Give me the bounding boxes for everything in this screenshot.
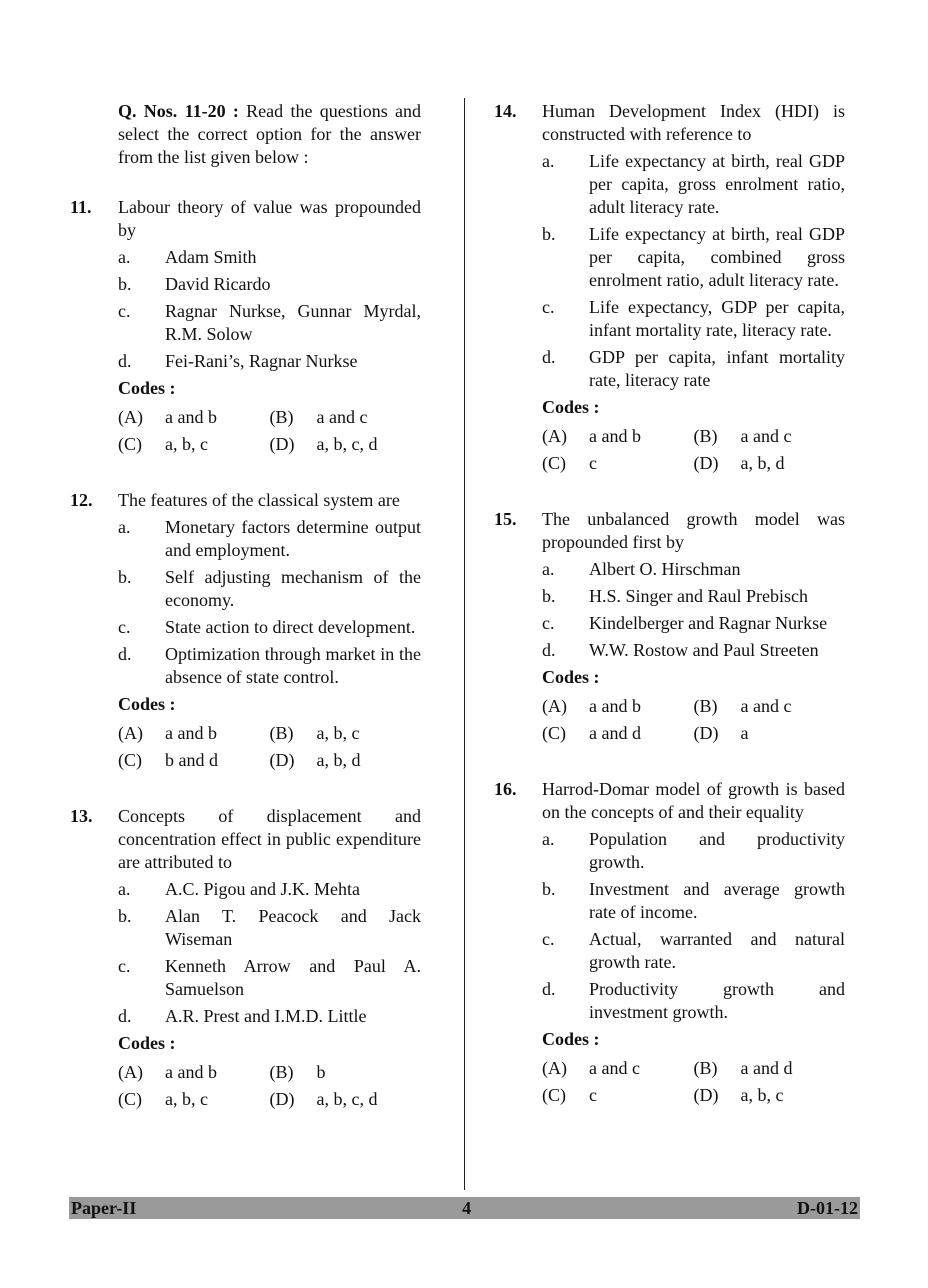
- option-text: Self adjusting mechanism of the economy.: [165, 567, 421, 610]
- codes-grid: [118, 1059, 421, 1113]
- code-choice: [694, 695, 846, 718]
- question: [70, 489, 421, 774]
- question: [494, 508, 845, 747]
- option-text: GDP per capita, infant mortality rate, literacy rate: [589, 347, 845, 390]
- code-label: (D): [693, 723, 719, 743]
- question: [70, 805, 421, 1113]
- code-label: (A): [542, 1058, 567, 1078]
- code-label: (A): [542, 696, 567, 716]
- codes-row: [118, 720, 421, 747]
- option-text: State action to direct development.: [165, 617, 416, 637]
- answer-option: [542, 828, 845, 874]
- option-label: b.: [118, 274, 132, 294]
- code-choice: [542, 1084, 694, 1107]
- answer-option: [118, 643, 421, 689]
- codes-heading: Codes :: [118, 694, 176, 714]
- code-text: a and b: [165, 1062, 217, 1082]
- codes-heading: Codes :: [542, 397, 600, 417]
- option-label: b.: [542, 879, 556, 899]
- option-text: Investment and average growth rate of income.: [589, 879, 845, 922]
- question-text: Harrod-Domar model of growth is based on the concepts of and their equality: [542, 779, 845, 822]
- codes-row: [118, 747, 421, 774]
- code-choice: [542, 722, 694, 745]
- code-text: a, b, d: [316, 750, 361, 770]
- option-text: Fei-Rani’s, Ragnar Nurkse: [165, 351, 358, 371]
- option-label: c.: [118, 301, 131, 321]
- code-label: (A): [118, 723, 143, 743]
- instructions-range: Q. Nos. 11-20 :: [118, 101, 239, 121]
- code-choice: [118, 1061, 270, 1084]
- code-label: (D): [269, 1089, 295, 1109]
- codes-grid: [542, 693, 845, 747]
- code-label: (C): [542, 453, 566, 473]
- code-label: (C): [118, 1089, 142, 1109]
- codes-row: [118, 404, 421, 431]
- codes-row: [118, 1086, 421, 1113]
- question-number: 12.: [70, 490, 93, 510]
- answer-option: [542, 878, 845, 924]
- option-text: Life expectancy, GDP per capita, infant mortality rate, literacy rate.: [589, 297, 845, 340]
- code-text: a, b, c: [165, 1089, 208, 1109]
- answer-option: [542, 346, 845, 392]
- option-label: d.: [118, 644, 132, 664]
- option-label: a.: [542, 829, 555, 849]
- answer-option: [542, 223, 845, 292]
- code-text: a, b, c: [316, 723, 360, 743]
- option-label: b.: [118, 567, 132, 587]
- option-label: c.: [542, 613, 555, 633]
- code-text: a and b: [589, 426, 641, 446]
- option-text: Optimization through market in the absence of state control.: [165, 644, 421, 687]
- code-label: (B): [269, 1062, 294, 1082]
- codes-row: [542, 450, 845, 477]
- answer-option: [118, 246, 421, 269]
- question-text: The unbalanced growth model was propounded first by: [542, 509, 845, 552]
- codes-heading: Codes :: [118, 378, 176, 398]
- answer-option: [542, 558, 845, 581]
- code-text: a and d: [740, 1058, 793, 1078]
- code-choice: [118, 749, 270, 772]
- code-text: c: [589, 1085, 597, 1105]
- answer-option: [118, 300, 421, 346]
- code-text: c: [589, 453, 597, 473]
- option-label: a.: [542, 559, 555, 579]
- answer-option: [542, 639, 845, 662]
- answer-option: [118, 566, 421, 612]
- codes-grid: [542, 423, 845, 477]
- code-label: (D): [693, 453, 719, 473]
- code-choice: [270, 433, 422, 456]
- code-choice: [270, 406, 422, 429]
- question-number: 13.: [70, 806, 93, 826]
- code-choice: [694, 1084, 846, 1107]
- instructions: [118, 100, 421, 169]
- question-number: 16.: [494, 779, 517, 799]
- code-label: (B): [693, 1058, 718, 1078]
- option-label: d.: [118, 351, 132, 371]
- codes-grid: [118, 404, 421, 458]
- option-text: Kindelberger and Ragnar Nurkse: [589, 613, 828, 633]
- answer-option: [542, 296, 845, 342]
- code-choice: [270, 749, 422, 772]
- codes-row: [118, 431, 421, 458]
- option-text: Adam Smith: [165, 247, 257, 267]
- option-text: Population and productivity growth.: [589, 829, 845, 872]
- code-label: (B): [693, 696, 718, 716]
- option-label: c.: [542, 297, 555, 317]
- option-text: Actual, warranted and natural growth rate.: [589, 929, 845, 972]
- option-text: Monetary factors determine output and employment.: [165, 517, 421, 560]
- code-text: a, b, c, d: [316, 1089, 378, 1109]
- code-text: a, b, c: [740, 1085, 784, 1105]
- right-question-list: [494, 100, 845, 1109]
- question-text: Concepts of displacement and concentration effect in public expenditure are attributed to: [118, 806, 421, 872]
- code-label: (B): [693, 426, 718, 446]
- question-number: 11.: [70, 197, 92, 217]
- paper-label: Paper-II: [71, 1197, 137, 1218]
- answer-option: [118, 616, 421, 639]
- codes-row: [542, 1082, 845, 1109]
- code-text: a, b, c, d: [316, 434, 378, 454]
- question: [494, 778, 845, 1109]
- code-choice: [542, 425, 694, 448]
- code-label: (C): [118, 750, 142, 770]
- code-text: a, b, c: [165, 434, 208, 454]
- column-divider: [464, 98, 465, 1190]
- option-label: c.: [542, 929, 555, 949]
- codes-heading: Codes :: [542, 667, 600, 687]
- option-label: a.: [118, 517, 131, 537]
- option-text: W.W. Rostow and Paul Streeten: [589, 640, 819, 660]
- code-choice: [270, 1061, 422, 1084]
- option-label: b.: [542, 224, 556, 244]
- answer-option: [542, 978, 845, 1024]
- code-text: a and c: [740, 696, 792, 716]
- option-label: d.: [542, 640, 556, 660]
- code-text: a and b: [165, 407, 217, 427]
- codes-heading: Codes :: [542, 1029, 600, 1049]
- question: [494, 100, 845, 477]
- right-column: [494, 100, 845, 1140]
- option-label: b.: [118, 906, 132, 926]
- answer-option: [542, 150, 845, 219]
- code-label: (C): [542, 1085, 566, 1105]
- code-choice: [694, 425, 846, 448]
- codes-row: [118, 1059, 421, 1086]
- option-label: c.: [118, 617, 131, 637]
- question-number: 14.: [494, 101, 517, 121]
- code-text: b and d: [165, 750, 218, 770]
- paper-code: D-01-12: [796, 1197, 858, 1218]
- codes-row: [542, 693, 845, 720]
- code-label: (C): [542, 723, 566, 743]
- option-label: d.: [542, 347, 556, 367]
- code-choice: [118, 1088, 270, 1111]
- option-label: b.: [542, 586, 556, 606]
- code-choice: [542, 452, 694, 475]
- answer-option: [542, 928, 845, 974]
- answer-option: [118, 955, 421, 1001]
- option-label: d.: [542, 979, 556, 999]
- option-text: Life expectancy at birth, real GDP per capita, gross enrolment ratio, adult literacy rate.: [589, 151, 845, 217]
- codes-row: [542, 1055, 845, 1082]
- code-choice: [694, 722, 846, 745]
- code-text: a and c: [316, 407, 368, 427]
- question-text: Labour theory of value was propounded by: [118, 197, 421, 240]
- code-label: (D): [269, 750, 295, 770]
- code-choice: [270, 722, 422, 745]
- code-choice: [694, 452, 846, 475]
- code-label: (C): [118, 434, 142, 454]
- option-label: d.: [118, 1006, 132, 1026]
- question-text: The features of the classical system are: [118, 490, 400, 510]
- option-label: c.: [118, 956, 131, 976]
- option-text: Productivity growth and investment growth.: [589, 979, 845, 1022]
- option-text: David Ricardo: [165, 274, 271, 294]
- option-label: a.: [118, 247, 131, 267]
- option-text: Kenneth Arrow and Paul A. Samuelson: [165, 956, 421, 999]
- page-footer: [69, 1197, 860, 1219]
- code-text: a and d: [589, 723, 641, 743]
- code-label: (A): [118, 1062, 143, 1082]
- option-text: A.R. Prest and I.M.D. Little: [165, 1006, 367, 1026]
- code-text: a, b, d: [740, 453, 785, 473]
- code-choice: [270, 1088, 422, 1111]
- code-choice: [118, 406, 270, 429]
- answer-option: [118, 350, 421, 373]
- codes-row: [542, 720, 845, 747]
- answer-option: [118, 1005, 421, 1028]
- codes-grid: [542, 1055, 845, 1109]
- codes-row: [542, 423, 845, 450]
- answer-option: [118, 273, 421, 296]
- code-label: (D): [693, 1085, 719, 1105]
- option-text: Alan T. Peacock and Jack Wiseman: [165, 906, 421, 949]
- code-text: a: [740, 723, 749, 743]
- code-label: (B): [269, 723, 294, 743]
- answer-option: [118, 878, 421, 901]
- question-text: Human Development Index (HDI) is constructed with reference to: [542, 101, 845, 144]
- code-choice: [118, 722, 270, 745]
- option-text: Albert O. Hirschman: [589, 559, 741, 579]
- option-text: Life expectancy at birth, real GDP per capita, combined gross enrolment ratio, adult literacy rate.: [589, 224, 845, 290]
- answer-option: [118, 905, 421, 951]
- code-label: (D): [269, 434, 295, 454]
- question: [70, 196, 421, 458]
- code-choice: [542, 1057, 694, 1080]
- left-question-list: [70, 196, 421, 1113]
- instructions-text: Read the questions and select the correct option for the answer from the list given below :: [118, 101, 422, 167]
- code-label: (A): [118, 407, 143, 427]
- code-text: a and c: [589, 1058, 640, 1078]
- answer-option: [118, 516, 421, 562]
- code-choice: [542, 695, 694, 718]
- code-label: (A): [542, 426, 567, 446]
- codes-grid: [118, 720, 421, 774]
- answer-option: [542, 585, 845, 608]
- option-label: a.: [542, 151, 555, 171]
- question-number: 15.: [494, 509, 517, 529]
- answer-option: [542, 612, 845, 635]
- page-number: 4: [462, 1197, 472, 1218]
- option-text: H.S. Singer and Raul Prebisch: [589, 586, 808, 606]
- option-text: A.C. Pigou and J.K. Mehta: [165, 879, 360, 899]
- code-text: b: [316, 1062, 326, 1082]
- code-text: a and b: [589, 696, 641, 716]
- code-label: (B): [269, 407, 294, 427]
- codes-heading: Codes :: [118, 1033, 176, 1053]
- left-column: [70, 100, 421, 1144]
- code-text: a and b: [165, 723, 217, 743]
- code-text: a and c: [740, 426, 792, 446]
- option-text: Ragnar Nurkse, Gunnar Myrdal, R.M. Solow: [165, 301, 421, 344]
- option-label: a.: [118, 879, 131, 899]
- code-choice: [694, 1057, 846, 1080]
- code-choice: [118, 433, 270, 456]
